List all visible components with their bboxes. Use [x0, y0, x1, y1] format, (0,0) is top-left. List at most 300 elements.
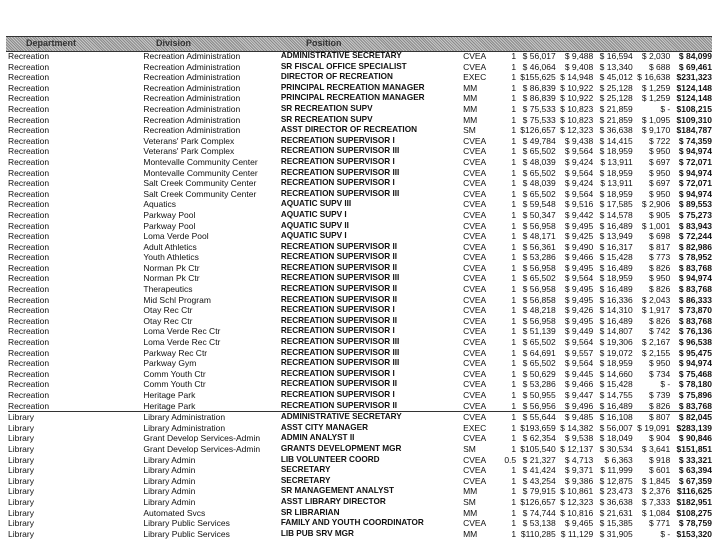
cell-total: $182,951: [676, 496, 712, 507]
cell-benefits: $ 9,488: [564, 51, 594, 61]
cell-other: $ 23,473: [599, 486, 633, 497]
cell-other: $ 14,578: [599, 209, 633, 220]
cell-group: MM: [463, 103, 478, 114]
table-row: [8, 508, 712, 519]
cell-department: Recreation: [8, 93, 50, 104]
cell-group: MM: [463, 528, 478, 539]
cell-total: $ 69,461: [678, 61, 712, 72]
cell-extra: $ 2,030: [641, 51, 671, 61]
cell-division: Library Public Services: [143, 528, 230, 539]
cell-total: $231,323: [676, 72, 712, 83]
table-row: [8, 455, 712, 466]
cell-extra: $ 918: [648, 454, 671, 465]
cell-other: $ 13,340: [599, 61, 633, 72]
cell-salary: $ 86,839: [522, 93, 556, 104]
cell-extra: $ 2,155: [641, 347, 671, 358]
table-row: [8, 412, 712, 423]
cell-fte: 1: [511, 475, 517, 486]
cell-extra: $ 1,917: [641, 305, 671, 316]
cell-benefits: $ 9,564: [564, 358, 594, 369]
cell-extra: $ 1,259: [641, 93, 671, 104]
cell-fte: 1: [511, 125, 517, 136]
cell-benefits: $ 9,557: [564, 347, 594, 358]
cell-fte: 1: [500, 412, 517, 423]
cell-extra: $ 3,641: [641, 443, 671, 454]
cell-total: $ 82,986: [678, 241, 712, 252]
cell-fte: 1: [511, 51, 517, 61]
cell-extra: $ 739: [648, 390, 671, 400]
cell-group: MM: [463, 93, 478, 104]
cell-total: $ 78,180: [678, 379, 712, 390]
table-row: [8, 379, 712, 390]
cell-position: ADMIN ANALYST II: [280, 433, 355, 443]
cell-salary: $ 51,139: [522, 326, 556, 337]
cell-salary: $ 49,784: [522, 135, 556, 146]
table-row: [8, 476, 712, 487]
cell-fte: 1: [511, 422, 517, 433]
cell-total: $ 86,333: [678, 294, 712, 305]
cell-other: $ 13,949: [599, 231, 633, 242]
cell-benefits: $ 9,426: [564, 305, 594, 316]
cell-other: $ 16,489: [599, 315, 633, 326]
cell-position: LIB PUB SRV MGR: [280, 528, 354, 538]
cell-group: CVEA: [463, 475, 487, 486]
cell-position: SR LIBRARIAN: [280, 507, 340, 517]
cell-other: $ 15,428: [599, 379, 633, 390]
cell-other: $ 16,336: [599, 294, 633, 305]
cell-total: $184,787: [676, 125, 712, 136]
cell-total: $ 94,974: [678, 146, 712, 157]
cell-group: CVEA: [463, 284, 487, 295]
cell-division: Salt Creek Community Center: [143, 188, 257, 199]
cell-extra: $ 688: [648, 61, 671, 72]
cell-position: ASST CITY MANAGER: [280, 422, 369, 432]
cell-department: Library: [8, 443, 34, 454]
cell-extra: $ 698: [648, 231, 671, 242]
cell-division: Salt Creek Community Center: [143, 178, 257, 189]
cell-extra: $ 826: [648, 400, 671, 411]
cell-division: Youth Athletics: [143, 252, 199, 263]
cell-position: RECREATION SUPERVISOR I: [280, 326, 395, 336]
cell-other: $ 13,911: [600, 178, 633, 189]
cell-other: $ 16,489: [599, 400, 633, 411]
cell-position: RECREATION SUPERVISOR III: [280, 347, 400, 357]
cell-group: CVEA: [463, 433, 487, 444]
cell-total: $ 83,768: [678, 262, 712, 273]
cell-total: $ 75,273: [678, 209, 712, 220]
cell-fte: 1: [511, 326, 517, 337]
cell-department: Library: [8, 486, 34, 497]
cell-department: Recreation: [8, 390, 50, 400]
cell-group: CVEA: [463, 156, 487, 167]
cell-department: Recreation: [8, 305, 50, 316]
cell-fte: 1: [511, 135, 517, 146]
cell-position: RECREATION SUPERVISOR II: [280, 315, 397, 325]
cell-salary: $ 74,744: [522, 507, 556, 518]
cell-benefits: $ 9,496: [564, 400, 594, 411]
cell-extra: $ -: [660, 379, 671, 390]
cell-other: $ 11,999: [600, 465, 633, 476]
cell-fte: 1: [511, 82, 517, 93]
table-row: [8, 210, 712, 221]
header-position: Position: [306, 38, 342, 48]
cell-salary: $ 53,286: [522, 379, 556, 390]
cell-position: RECREATION SUPERVISOR II: [280, 262, 397, 272]
cell-fte: 1: [511, 379, 517, 390]
table-row: [8, 486, 712, 497]
cell-division: Norman Pk Ctr: [143, 273, 200, 284]
cell-fte: 1: [511, 156, 517, 167]
cell-department: Library: [8, 528, 34, 539]
cell-total: $ 83,768: [678, 315, 712, 326]
cell-salary: $ 48,039: [522, 156, 556, 167]
table-row: [8, 433, 712, 444]
cell-fte: 1: [511, 252, 517, 263]
cell-department: Recreation: [8, 103, 50, 114]
cell-total: $ 83,768: [678, 400, 712, 411]
cell-department: Library: [8, 496, 34, 507]
cell-benefits: $ 9,516: [564, 199, 594, 210]
cell-salary: $193,659: [520, 422, 556, 433]
cell-total: $ 75,896: [678, 390, 712, 400]
table-row: [8, 252, 712, 263]
cell-total: $ 78,759: [678, 518, 712, 529]
cell-extra: $ -: [660, 528, 671, 539]
cell-fte: 1: [511, 188, 517, 199]
cell-extra: $ 1,259: [641, 82, 671, 93]
cell-group: MM: [463, 486, 478, 497]
cell-benefits: $ 10,823: [560, 103, 594, 114]
cell-fte: 1: [511, 507, 517, 518]
cell-position: RECREATION SUPERVISOR I: [280, 305, 395, 315]
table-row: [8, 316, 712, 327]
cell-department: Recreation: [8, 273, 50, 284]
cell-position: RECREATION SUPERVISOR III: [280, 146, 400, 156]
cell-department: Recreation: [8, 114, 50, 125]
table-row: [8, 199, 712, 210]
cell-department: Recreation: [8, 231, 50, 242]
cell-total: $ 74,359: [678, 135, 712, 146]
cell-division: Veterans' Park Complex: [143, 146, 235, 157]
cell-salary: $ 65,502: [522, 337, 556, 348]
cell-department: Library: [8, 518, 34, 529]
cell-department: Library: [8, 412, 143, 423]
cell-department: Recreation: [8, 125, 50, 136]
cell-division: Parkway Pool: [143, 220, 196, 231]
cell-department: Recreation: [8, 379, 50, 390]
header-division: Division: [156, 38, 192, 48]
cell-salary: $ 46,064: [522, 61, 556, 72]
cell-total: $124,148: [676, 93, 712, 104]
cell-division: Recreation Administration: [143, 72, 241, 83]
cell-extra: $ 826: [648, 315, 671, 326]
cell-division: Otay Rec Ctr: [143, 315, 193, 326]
cell-fte: 1: [511, 465, 517, 476]
cell-group: CVEA: [463, 61, 487, 72]
cell-group: CVEA: [463, 252, 487, 263]
cell-division: Library Admin: [143, 475, 196, 486]
cell-department: Recreation: [8, 188, 50, 199]
cell-division: Montevalle Community Center: [143, 167, 258, 178]
cell-group: CVEA: [463, 305, 487, 316]
cell-benefits: $ 9,495: [564, 284, 594, 295]
table-row: [8, 51, 712, 62]
cell-total: $ 72,071: [678, 178, 712, 189]
cell-department: Recreation: [8, 146, 50, 157]
cell-position: LIB VOLUNTEER COORD: [280, 454, 380, 464]
cell-other: $ 14,755: [599, 390, 633, 400]
cell-benefits: $ 9,425: [564, 231, 594, 242]
cell-salary: $ 79,915: [522, 486, 556, 497]
header-department: Department: [26, 38, 77, 48]
cell-group: CVEA: [463, 231, 487, 242]
cell-group: MM: [463, 82, 478, 93]
cell-salary: $ 65,502: [522, 358, 556, 369]
salary-table: [8, 51, 712, 539]
cell-salary: $ 48,218: [522, 305, 556, 316]
cell-division: Comm Youth Ctr: [143, 368, 206, 379]
cell-benefits: $ 14,382: [560, 422, 594, 433]
cell-benefits: $ 9,447: [564, 390, 594, 400]
cell-department: Recreation: [8, 284, 50, 295]
cell-extra: $ 16,638: [637, 72, 671, 83]
cell-benefits: $ 11,129: [560, 528, 594, 539]
cell-salary: $126,657: [520, 496, 556, 507]
cell-division: Automated Svcs: [143, 507, 206, 518]
cell-group: MM: [463, 114, 478, 125]
cell-benefits: $ 9,466: [564, 379, 594, 390]
cell-department: Recreation: [8, 178, 50, 189]
cell-extra: $ 950: [648, 146, 671, 157]
cell-benefits: $ 9,564: [564, 188, 594, 199]
cell-other: $ 18,959: [599, 358, 633, 369]
cell-benefits: $ 12,323: [560, 125, 594, 136]
cell-department: Library: [8, 465, 34, 476]
cell-extra: $ 2,043: [641, 294, 671, 305]
cell-division: Loma Verde Rec Ctr: [143, 326, 221, 337]
cell-extra: $ 19,091: [637, 422, 671, 433]
cell-extra: $ 1,001: [641, 220, 671, 231]
table-row: [8, 104, 712, 115]
cell-division: Parkway Pool: [143, 209, 196, 220]
cell-department: Library: [8, 475, 34, 486]
cell-other: $ 36,638: [599, 125, 633, 136]
cell-salary: $155,625: [520, 72, 556, 83]
cell-division: Comm Youth Ctr: [143, 379, 206, 390]
cell-benefits: $ 9,386: [564, 475, 594, 486]
table-row: [8, 401, 712, 412]
cell-division: Montevalle Community Center: [143, 156, 258, 167]
cell-position: RECREATION SUPERVISOR I: [280, 156, 395, 166]
cell-fte: 1: [511, 209, 517, 220]
cell-department: Recreation: [8, 167, 50, 178]
cell-fte: 1: [511, 433, 517, 444]
cell-position: RECREATION SUPERVISOR II: [280, 241, 397, 251]
cell-group: CVEA: [463, 379, 487, 390]
cell-other: $ 14,415: [599, 135, 633, 146]
cell-group: CVEA: [463, 220, 487, 231]
cell-benefits: $ 9,564: [564, 146, 594, 157]
cell-fte: 1: [511, 390, 517, 400]
cell-salary: $ 56,858: [522, 294, 556, 305]
cell-other: $ 18,959: [599, 167, 633, 178]
cell-extra: $ 7,333: [641, 496, 671, 507]
cell-benefits: $ 14,948: [560, 72, 594, 83]
cell-group: CVEA: [463, 337, 487, 348]
table-row: [8, 390, 712, 401]
cell-department: Recreation: [8, 82, 50, 93]
cell-division: Parkway Gym: [143, 358, 197, 369]
cell-salary: $ 65,502: [522, 188, 556, 199]
cell-total: $ 75,468: [678, 368, 712, 379]
table-row: [8, 83, 712, 94]
cell-benefits: $ 9,495: [564, 220, 594, 231]
cell-total: $ 95,475: [678, 347, 712, 358]
cell-total: $108,275: [676, 507, 712, 518]
cell-total: $ 78,952: [678, 252, 712, 263]
cell-benefits: $ 9,449: [564, 326, 594, 337]
cell-benefits: $ 10,861: [560, 486, 594, 497]
cell-position: RECREATION SUPERVISOR II: [280, 252, 397, 262]
cell-division: Recreation Administration: [143, 61, 241, 72]
cell-total: $ 84,099: [678, 51, 712, 61]
table-row: [8, 221, 712, 232]
cell-division: Library Admin: [143, 465, 196, 476]
cell-fte: 1: [511, 337, 517, 348]
cell-benefits: $ 10,922: [560, 93, 594, 104]
cell-position: PRINCIPAL RECREATION MANAGER: [280, 93, 425, 103]
cell-extra: $ 1,084: [641, 507, 671, 518]
cell-group: CVEA: [463, 294, 487, 305]
cell-group: CVEA: [463, 199, 487, 210]
table-row: [8, 125, 712, 136]
cell-salary: $ 86,839: [522, 82, 556, 93]
cell-total: $ 33,321: [678, 454, 712, 465]
cell-salary: $ 75,533: [522, 114, 556, 125]
cell-salary: $ 56,017: [522, 51, 556, 61]
cell-department: Recreation: [8, 156, 50, 167]
cell-group: SM: [463, 125, 476, 136]
cell-group: CVEA: [463, 412, 499, 423]
cell-position: AQUATIC SUPV I: [280, 209, 347, 219]
cell-extra: $ -: [660, 103, 671, 114]
cell-division: Recreation Administration: [143, 51, 241, 61]
cell-department: Recreation: [8, 337, 50, 348]
cell-other: $ 30,534: [599, 443, 633, 454]
cell-department: Recreation: [8, 262, 50, 273]
cell-total: $ 63,394: [678, 465, 712, 476]
cell-total: $ 76,136: [678, 326, 712, 337]
cell-extra: $ 773: [648, 252, 671, 263]
table-row: [8, 305, 712, 316]
cell-group: CVEA: [463, 209, 487, 220]
cell-salary: $ 43,254: [522, 475, 556, 486]
cell-other: $ 16,108: [593, 412, 633, 423]
cell-other: $ 6,363: [604, 454, 633, 465]
cell-total: $ 73,870: [678, 305, 712, 316]
cell-group: SM: [463, 443, 476, 454]
cell-other: $ 45,012: [599, 72, 633, 83]
cell-fte: 1: [511, 103, 517, 114]
column-header-bar: [6, 36, 712, 52]
cell-fte: 1: [511, 347, 517, 358]
cell-position: RECREATION SUPERVISOR II: [280, 294, 397, 304]
cell-group: CVEA: [463, 241, 487, 252]
cell-position: RECREATION SUPERVISOR III: [280, 188, 400, 198]
cell-department: Library: [8, 433, 34, 444]
cell-total: $ 72,071: [678, 156, 712, 167]
cell-group: CVEA: [463, 262, 487, 273]
cell-other: $ 13,911: [600, 156, 633, 167]
cell-salary: $ 64,691: [522, 347, 556, 358]
cell-total: $ 82,045: [670, 412, 712, 423]
cell-division: Recreation Administration: [143, 103, 241, 114]
cell-position: AQUATIC SUPV III: [280, 199, 352, 209]
cell-department: Recreation: [8, 135, 50, 146]
cell-other: $ 18,959: [599, 188, 633, 199]
cell-salary: $ 53,286: [522, 252, 556, 263]
cell-group: CVEA: [463, 51, 487, 61]
cell-extra: $ 950: [648, 167, 671, 178]
cell-benefits: $ 9,445: [564, 368, 594, 379]
cell-fte: 1: [511, 61, 517, 72]
cell-group: CVEA: [463, 454, 487, 465]
cell-fte: 0.5: [504, 454, 517, 465]
table-row: [8, 263, 712, 274]
table-row: [8, 157, 712, 168]
cell-extra: $ 904: [648, 433, 671, 444]
cell-extra: $ 2,906: [641, 199, 671, 210]
cell-extra: $ 697: [648, 178, 671, 189]
table-row: [8, 444, 712, 455]
cell-fte: 1: [511, 358, 517, 369]
cell-benefits: $ 9,564: [564, 167, 594, 178]
cell-position: RECREATION SUPERVISOR I: [280, 178, 395, 188]
cell-department: Recreation: [8, 315, 50, 326]
cell-other: $ 18,959: [599, 146, 633, 157]
cell-extra: $ 826: [648, 262, 671, 273]
cell-extra: $ 807: [633, 412, 670, 423]
cell-salary: $ 50,347: [522, 209, 556, 220]
cell-division: Library Admin: [143, 496, 196, 507]
table-row: [8, 231, 712, 242]
cell-total: $ 83,943: [678, 220, 712, 231]
cell-position: RECREATION SUPERVISOR I: [280, 368, 395, 378]
cell-group: SM: [463, 496, 476, 507]
cell-position: ADMINISTRATIVE SECRETARY: [280, 51, 402, 60]
cell-extra: $ 601: [648, 465, 671, 476]
cell-fte: 1: [511, 199, 517, 210]
cell-benefits: $ 9,564: [564, 273, 594, 284]
cell-division: Recreation Administration: [143, 93, 241, 104]
cell-benefits: $ 9,424: [564, 178, 594, 189]
table-row: [8, 72, 712, 83]
cell-extra: $ 817: [648, 241, 671, 252]
table-row: [8, 189, 712, 200]
cell-extra: $ 742: [648, 326, 671, 337]
cell-division: Library Administration: [143, 422, 226, 433]
cell-division: Library Admin: [143, 454, 196, 465]
cell-division: Parkway Rec Ctr: [143, 347, 208, 358]
cell-position: SECRETARY: [280, 475, 331, 485]
cell-division: Norman Pk Ctr: [143, 262, 200, 273]
cell-benefits: $ 9,442: [564, 209, 594, 220]
cell-division: Heritage Park: [143, 400, 196, 411]
cell-salary: $ 56,958: [522, 220, 556, 231]
cell-benefits: $ 9,485: [556, 412, 593, 423]
cell-division: Recreation Administration: [143, 125, 241, 136]
table-row: [8, 529, 712, 539]
